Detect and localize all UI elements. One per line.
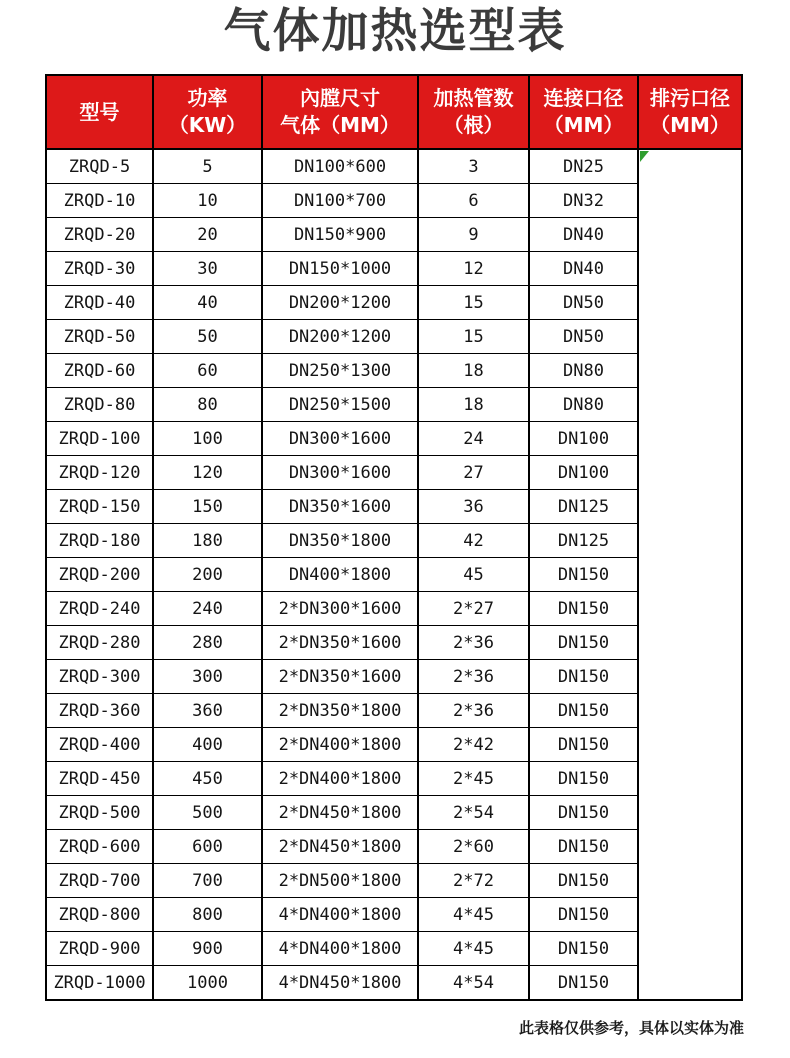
cell-power: 400 [153, 728, 262, 762]
cell-conn: DN32 [529, 184, 638, 218]
cell-tubes: 4*45 [418, 898, 529, 932]
cell-tubes: 42 [418, 524, 529, 558]
cell-power: 10 [153, 184, 262, 218]
cell-chamber: 4*DN400*1800 [262, 898, 418, 932]
cell-conn: DN150 [529, 830, 638, 864]
cell-model: ZRQD-180 [46, 524, 153, 558]
cell-model: ZRQD-280 [46, 626, 153, 660]
cell-power: 5 [153, 149, 262, 184]
cell-power: 1000 [153, 966, 262, 1001]
cell-chamber: DN150*900 [262, 218, 418, 252]
table-row [46, 149, 742, 184]
cell-conn: DN25 [529, 149, 638, 184]
cell-model: ZRQD-1000 [46, 966, 153, 1001]
cell-model: ZRQD-50 [46, 320, 153, 354]
header-line: （KW） [168, 113, 247, 137]
cell-model: ZRQD-200 [46, 558, 153, 592]
header-line: 功率 [187, 86, 228, 110]
cell-model: ZRQD-600 [46, 830, 153, 864]
cell-conn: DN150 [529, 592, 638, 626]
cell-chamber: DN100*600 [262, 149, 418, 184]
cell-conn: DN150 [529, 966, 638, 1001]
cell-model: ZRQD-800 [46, 898, 153, 932]
cell-chamber: 2*DN400*1800 [262, 762, 418, 796]
cell-model: ZRQD-40 [46, 286, 153, 320]
header-line: 加热管数 [433, 86, 514, 110]
cell-chamber: DN250*1500 [262, 388, 418, 422]
cell-chamber: 2*DN450*1800 [262, 830, 418, 864]
cell-chamber: DN100*700 [262, 184, 418, 218]
cell-chamber: 2*DN450*1800 [262, 796, 418, 830]
cell-tubes: 2*27 [418, 592, 529, 626]
cell-conn: DN150 [529, 762, 638, 796]
cell-power: 20 [153, 218, 262, 252]
cell-tubes: 6 [418, 184, 529, 218]
header-line: 连接口径 [543, 86, 624, 110]
cell-tubes: 2*36 [418, 626, 529, 660]
cell-tubes: 2*36 [418, 694, 529, 728]
cell-chamber: DN350*1800 [262, 524, 418, 558]
cell-model: ZRQD-360 [46, 694, 153, 728]
cell-tubes: 27 [418, 456, 529, 490]
cell-conn: DN80 [529, 388, 638, 422]
cell-model: ZRQD-20 [46, 218, 153, 252]
selection-table [45, 74, 743, 1001]
cell-conn: DN125 [529, 524, 638, 558]
cell-chamber: DN200*1200 [262, 320, 418, 354]
cell-conn: DN80 [529, 354, 638, 388]
cell-chamber: 2*DN300*1600 [262, 592, 418, 626]
cell-model: ZRQD-240 [46, 592, 153, 626]
cell-chamber: 4*DN450*1800 [262, 966, 418, 1001]
cell-tubes: 15 [418, 320, 529, 354]
cell-power: 120 [153, 456, 262, 490]
cell-power: 360 [153, 694, 262, 728]
cell-model: ZRQD-400 [46, 728, 153, 762]
cell-tubes: 24 [418, 422, 529, 456]
col-header-chamber [262, 75, 418, 149]
cell-tubes: 2*60 [418, 830, 529, 864]
cell-conn: DN50 [529, 286, 638, 320]
cell-model: ZRQD-500 [46, 796, 153, 830]
cell-power: 50 [153, 320, 262, 354]
cell-conn: DN150 [529, 898, 638, 932]
header-line: （MM） [650, 113, 730, 137]
cell-conn: DN100 [529, 456, 638, 490]
cell-model: ZRQD-30 [46, 252, 153, 286]
cell-chamber: 2*DN500*1800 [262, 864, 418, 898]
col-header-conn [529, 75, 638, 149]
header-line: 气体（MM） [280, 113, 400, 137]
cell-conn: DN150 [529, 660, 638, 694]
cell-tubes: 2*54 [418, 796, 529, 830]
cell-model: ZRQD-10 [46, 184, 153, 218]
cell-conn: DN40 [529, 252, 638, 286]
cell-power: 240 [153, 592, 262, 626]
cell-tubes: 2*72 [418, 864, 529, 898]
cell-tubes: 45 [418, 558, 529, 592]
header-line: 內膛尺寸 [300, 86, 380, 110]
cell-conn: DN150 [529, 932, 638, 966]
cell-power: 700 [153, 864, 262, 898]
cell-power: 100 [153, 422, 262, 456]
cell-model: ZRQD-60 [46, 354, 153, 388]
col-header-model [46, 75, 153, 149]
drain-merged-cell [638, 149, 742, 1000]
cell-chamber: DN350*1600 [262, 490, 418, 524]
cell-model: ZRQD-700 [46, 864, 153, 898]
header-line: 排污口径 [650, 86, 730, 110]
header-line: （根） [443, 113, 504, 137]
col-header-drain [638, 75, 742, 149]
header-row [46, 75, 742, 149]
cell-chamber: DN200*1200 [262, 286, 418, 320]
cell-model: ZRQD-5 [46, 149, 153, 184]
cell-model: ZRQD-900 [46, 932, 153, 966]
cell-power: 450 [153, 762, 262, 796]
cell-power: 600 [153, 830, 262, 864]
cell-chamber: DN300*1600 [262, 456, 418, 490]
cell-tubes: 2*45 [418, 762, 529, 796]
cell-power: 800 [153, 898, 262, 932]
cell-tubes: 12 [418, 252, 529, 286]
cell-power: 150 [153, 490, 262, 524]
cell-conn: DN125 [529, 490, 638, 524]
cell-conn: DN150 [529, 626, 638, 660]
cell-conn: DN150 [529, 694, 638, 728]
cell-model: ZRQD-300 [46, 660, 153, 694]
cell-tubes: 36 [418, 490, 529, 524]
cell-conn: DN150 [529, 728, 638, 762]
cell-power: 500 [153, 796, 262, 830]
cell-conn: DN150 [529, 558, 638, 592]
col-header-tubes [418, 75, 529, 149]
cell-power: 30 [153, 252, 262, 286]
cell-chamber: DN300*1600 [262, 422, 418, 456]
cell-power: 40 [153, 286, 262, 320]
cell-conn: DN40 [529, 218, 638, 252]
cell-chamber: DN150*1000 [262, 252, 418, 286]
cell-tubes: 2*36 [418, 660, 529, 694]
cell-conn: DN100 [529, 422, 638, 456]
cell-conn: DN50 [529, 320, 638, 354]
cell-power: 200 [153, 558, 262, 592]
disclaimer-footnote: 此表格仅供参考，具体以实体为准 [518, 1019, 744, 1037]
cell-tubes: 15 [418, 286, 529, 320]
cell-power: 60 [153, 354, 262, 388]
cell-conn: DN150 [529, 796, 638, 830]
cell-power: 900 [153, 932, 262, 966]
cell-chamber: 2*DN350*1800 [262, 694, 418, 728]
cell-power: 80 [153, 388, 262, 422]
cell-model: ZRQD-80 [46, 388, 153, 422]
cell-chamber: DN250*1300 [262, 354, 418, 388]
cell-model: ZRQD-120 [46, 456, 153, 490]
table-header [46, 75, 742, 149]
header-line: （MM） [543, 113, 624, 137]
cell-chamber: 2*DN400*1800 [262, 728, 418, 762]
table-body [46, 149, 742, 1000]
cell-chamber: 4*DN400*1800 [262, 932, 418, 966]
cell-power: 300 [153, 660, 262, 694]
cell-model: ZRQD-150 [46, 490, 153, 524]
cell-power: 280 [153, 626, 262, 660]
cell-chamber: 2*DN350*1600 [262, 660, 418, 694]
cell-chamber: 2*DN350*1600 [262, 626, 418, 660]
cell-tubes: 9 [418, 218, 529, 252]
cell-tubes: 2*42 [418, 728, 529, 762]
cell-conn: DN150 [529, 864, 638, 898]
cell-model: ZRQD-100 [46, 422, 153, 456]
page-title: 气体加热选型表 [223, 4, 567, 59]
cell-model: ZRQD-450 [46, 762, 153, 796]
cell-tubes: 18 [418, 354, 529, 388]
cell-chamber: DN400*1800 [262, 558, 418, 592]
cell-tubes: 18 [418, 388, 529, 422]
cell-power: 180 [153, 524, 262, 558]
cell-tubes: 4*54 [418, 966, 529, 1001]
green-corner-marker-icon [640, 151, 649, 162]
header-line: 型号 [79, 99, 120, 124]
cell-tubes: 4*45 [418, 932, 529, 966]
cell-tubes: 3 [418, 149, 529, 184]
col-header-power [153, 75, 262, 149]
